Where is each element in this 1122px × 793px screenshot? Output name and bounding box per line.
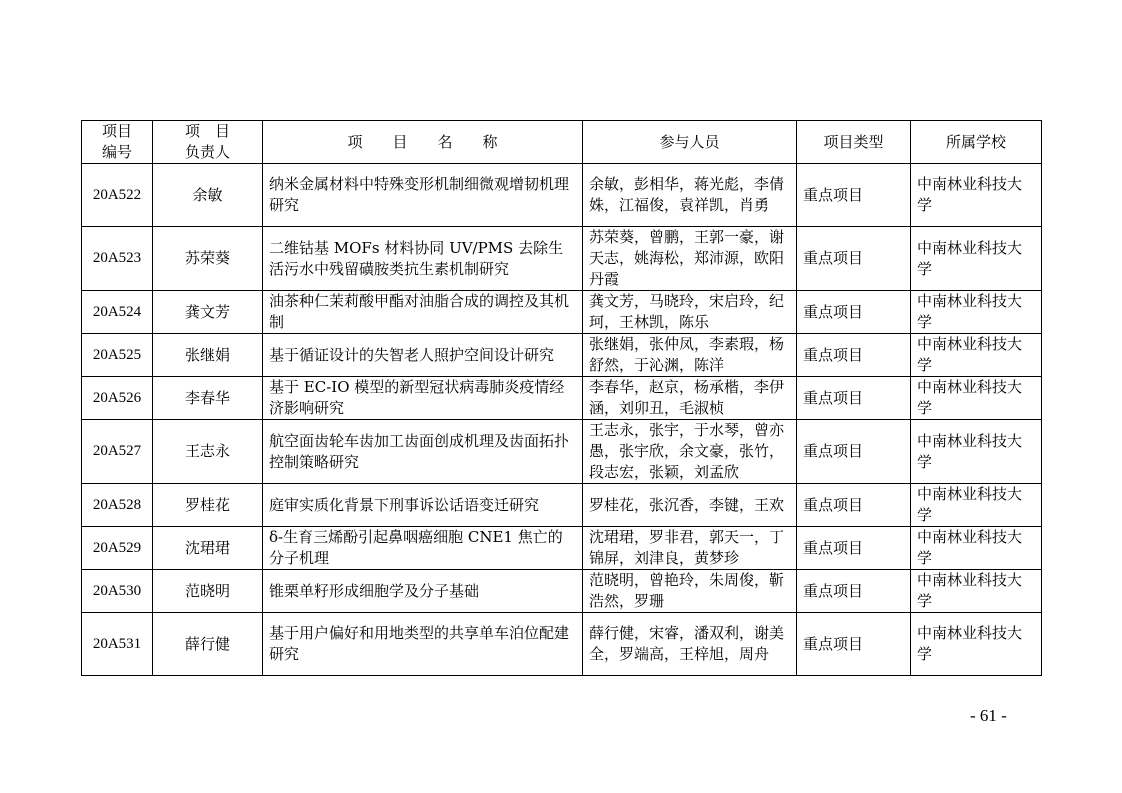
cell-type: 重点项目 <box>797 227 911 291</box>
cell-type: 重点项目 <box>797 527 911 570</box>
cell-members: 王志永，张宇，于水琴，曾亦愚，张宇欣，余文豪，张竹，段志宏，张颖，刘孟欣 <box>583 420 797 484</box>
table-row <box>82 291 1042 334</box>
header-code: 项目 编号 <box>82 121 153 164</box>
cell-code: 20A527 <box>82 420 153 484</box>
table-row <box>82 484 1042 527</box>
cell-lead: 龚文芳 <box>153 291 263 334</box>
cell-lead: 范晓明 <box>153 570 263 613</box>
header-members: 参与人员 <box>583 121 797 164</box>
cell-lead: 罗桂花 <box>153 484 263 527</box>
cell-name: 二维钴基 MOFs 材料协同 UV/PMS 去除生活污水中残留磺胺类抗生素机制研究 <box>263 227 583 291</box>
cell-name: 庭审实质化背景下刑事诉讼话语变迁研究 <box>263 484 583 527</box>
table-row <box>82 227 1042 291</box>
table-row <box>82 527 1042 570</box>
cell-name: 油茶种仁茉莉酸甲酯对油脂合成的调控及其机制 <box>263 291 583 334</box>
header-type: 项目类型 <box>797 121 911 164</box>
header-lead: 项 目 负责人 <box>153 121 263 164</box>
cell-name: 锥栗单籽形成细胞学及分子基础 <box>263 570 583 613</box>
table-header-row <box>82 121 1042 164</box>
cell-members: 余敏，彭相华，蒋光彪，李倩姝，江福俊，袁祥凯，肖勇 <box>583 164 797 227</box>
cell-name: 基于用户偏好和用地类型的共享单车泊位配建研究 <box>263 613 583 676</box>
cell-lead: 薛行健 <box>153 613 263 676</box>
cell-type: 重点项目 <box>797 291 911 334</box>
cell-type: 重点项目 <box>797 570 911 613</box>
project-table <box>81 120 1042 676</box>
cell-name: 基于循证设计的失智老人照护空间设计研究 <box>263 334 583 377</box>
cell-code: 20A529 <box>82 527 153 570</box>
cell-type: 重点项目 <box>797 484 911 527</box>
cell-code: 20A530 <box>82 570 153 613</box>
cell-school: 中南林业科技大学 <box>911 613 1042 676</box>
cell-lead: 沈珺珺 <box>153 527 263 570</box>
cell-lead: 苏荣葵 <box>153 227 263 291</box>
header-name: 项 目 名 称 <box>263 121 583 164</box>
cell-school: 中南林业科技大学 <box>911 377 1042 420</box>
cell-type: 重点项目 <box>797 377 911 420</box>
header-school: 所属学校 <box>911 121 1042 164</box>
cell-lead: 王志永 <box>153 420 263 484</box>
page-number: - 61 - <box>970 706 1007 725</box>
cell-members: 沈珺珺，罗非君，郭天一，丁锦屏，刘津良，黄梦珍 <box>583 527 797 570</box>
cell-members: 苏荣葵，曾鹏，王郭一豪，谢天志，姚海松，郑沛源，欧阳丹霞 <box>583 227 797 291</box>
cell-school: 中南林业科技大学 <box>911 227 1042 291</box>
cell-school: 中南林业科技大学 <box>911 334 1042 377</box>
cell-members: 薛行健，宋睿，潘双利，谢美全，罗端高，王梓旭，周舟 <box>583 613 797 676</box>
cell-name: 基于 EC-IO 模型的新型冠状病毒肺炎疫情经济影响研究 <box>263 377 583 420</box>
cell-members: 张继娟，张仲凤，李素瑕，杨舒然，于沁渊，陈洋 <box>583 334 797 377</box>
cell-type: 重点项目 <box>797 420 911 484</box>
cell-school: 中南林业科技大学 <box>911 484 1042 527</box>
cell-lead: 余敏 <box>153 164 263 227</box>
cell-name: δ-生育三烯酚引起鼻咽癌细胞 CNE1 焦亡的分子机理 <box>263 527 583 570</box>
cell-lead: 张继娟 <box>153 334 263 377</box>
cell-school: 中南林业科技大学 <box>911 420 1042 484</box>
cell-school: 中南林业科技大学 <box>911 291 1042 334</box>
cell-code: 20A523 <box>82 227 153 291</box>
cell-type: 重点项目 <box>797 334 911 377</box>
cell-members: 罗桂花，张沉香，李键，王欢 <box>583 484 797 527</box>
cell-code: 20A525 <box>82 334 153 377</box>
table-row <box>82 334 1042 377</box>
cell-members: 龚文芳，马晓玲，宋启玲，纪珂，王林凯，陈乐 <box>583 291 797 334</box>
cell-code: 20A526 <box>82 377 153 420</box>
cell-name: 航空面齿轮车齿加工齿面创成机理及齿面拓扑控制策略研究 <box>263 420 583 484</box>
cell-code: 20A524 <box>82 291 153 334</box>
table-row <box>82 570 1042 613</box>
cell-school: 中南林业科技大学 <box>911 164 1042 227</box>
table-row <box>82 164 1042 227</box>
cell-members: 李春华，赵京，杨承楷，李伊涵，刘卯丑，毛淑桢 <box>583 377 797 420</box>
cell-name: 纳米金属材料中特殊变形机制细微观增韧机理研究 <box>263 164 583 227</box>
cell-lead: 李春华 <box>153 377 263 420</box>
cell-code: 20A528 <box>82 484 153 527</box>
cell-type: 重点项目 <box>797 613 911 676</box>
cell-code: 20A522 <box>82 164 153 227</box>
cell-school: 中南林业科技大学 <box>911 570 1042 613</box>
cell-school: 中南林业科技大学 <box>911 527 1042 570</box>
table-row <box>82 377 1042 420</box>
table-row <box>82 613 1042 676</box>
table-row <box>82 420 1042 484</box>
cell-members: 范晓明，曾艳玲，朱周俊，靳浩然，罗珊 <box>583 570 797 613</box>
cell-code: 20A531 <box>82 613 153 676</box>
cell-type: 重点项目 <box>797 164 911 227</box>
